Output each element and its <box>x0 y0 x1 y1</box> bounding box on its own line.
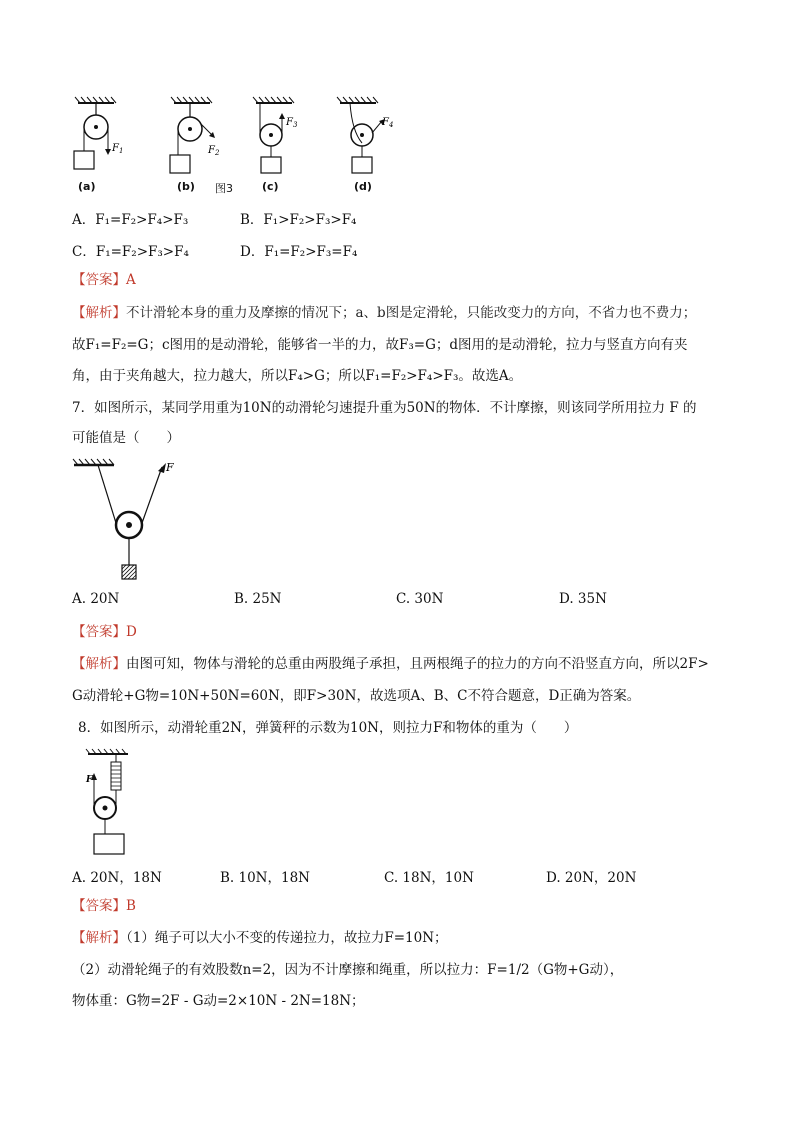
analysis-label: 【解析】 <box>72 656 126 672</box>
q7-option-a: A. 20N <box>72 591 120 607</box>
q6-analysis-line-2: 故F₁=F₂=G；c图用的是动滑轮，能够省一半的力，故F₃=G；d图用的是动滑轮，拉力与竖直方向有夹 <box>72 337 688 353</box>
figure-label-a: (a) <box>78 180 96 193</box>
q8-analysis-line-1 <box>72 928 448 948</box>
pulley-diagram-a <box>74 97 123 169</box>
svg-text:F3: $F_3$ <box>286 117 298 129</box>
q6-answer <box>72 270 136 290</box>
q7-option-d: D. 35N <box>559 591 607 607</box>
analysis-label: 【解析】 <box>72 930 126 946</box>
answer-label: 【答案】 <box>72 624 126 640</box>
analysis-text: （1）绳子可以大小不变的传递拉力，故拉力F=10N； <box>126 930 448 946</box>
q7-pulley-figure <box>70 455 190 585</box>
q6-analysis-line-3: 角，由于夹角越大，拉力越大，所以F₄>G；所以F₁=F₂>F₄>F₃。故选A。 <box>72 368 523 384</box>
answer-value: D <box>126 624 137 640</box>
q6-option-b: B．F₁>F₂>F₃>F₄ <box>240 212 357 228</box>
q7-question-line-2: 可能值是（ ） <box>72 430 180 446</box>
analysis-label: 【解析】 <box>72 305 126 321</box>
q8-analysis-line-2: （2）动滑轮绳子的有效股数n=2，因为不计摩擦和绳重，所以拉力：F=1/2（G物+G动）， <box>72 962 624 978</box>
figure-label-b: (b) <box>177 180 195 193</box>
figure-label-c: (c) <box>262 180 279 193</box>
q7-question-line-1: 7．如图所示，某同学用重为10N的动滑轮匀速提升重为50N的物体．不计摩擦，则该同学所用拉力 F 的 <box>72 400 697 416</box>
q6-option-d: D．F₁=F₂>F₃=F₄ <box>240 244 358 260</box>
q6-analysis-line-1 <box>72 303 696 323</box>
q8-option-c: C. 18N，10N <box>384 870 474 886</box>
q7-analysis-line-2: G动滑轮+G物=10N+50N=60N，即F>30N，故选项A、B、C不符合题意，D正确为答案。 <box>72 688 641 704</box>
q8-analysis-line-3: 物体重：G物=2F - G动=2×10N - 2N=18N； <box>72 993 365 1009</box>
q6-option-c: C．F₁=F₂>F₃>F₄ <box>72 244 189 260</box>
analysis-text: 由图可知，物体与滑轮的总重由两股绳子承担，且两根绳子的拉力的方向不沿竖直方向，所以2F> <box>126 656 709 672</box>
pulley-diagram-c <box>253 97 298 173</box>
q8-option-b: B. 10N，18N <box>220 870 310 886</box>
q7-answer <box>72 622 137 642</box>
svg-text:F2: $F_2$ <box>208 145 220 157</box>
pulley-diagram-b <box>170 97 220 173</box>
answer-value: A <box>126 272 136 288</box>
q8-force-label: F <box>86 775 93 785</box>
answer-label: 【答案】 <box>72 272 126 288</box>
q8-option-a: A. 20N，18N <box>72 870 162 886</box>
q8-question: 8．如图所示，动滑轮重2N，弹簧秤的示数为10N，则拉力F和物体的重为（ ） <box>78 720 578 736</box>
q7-option-c: C. 30N <box>396 591 444 607</box>
pulley-diagram-d <box>337 97 393 173</box>
q8-option-d: D. 20N，20N <box>546 870 637 886</box>
svg-text:F1: $F_1$ <box>112 143 124 155</box>
q8-answer <box>72 896 136 916</box>
answer-label: 【答案】 <box>72 898 126 914</box>
q8-pulley-figure <box>82 748 152 860</box>
q7-force-label: F <box>166 461 174 474</box>
q6-option-a: A．F₁=F₂>F₄>F₃ <box>72 212 189 228</box>
analysis-text: 不计滑轮本身的重力及摩擦的情况下；a、b图是定滑轮，只能改变力的方向，不省力也不费力； <box>126 305 697 321</box>
figure-label-d: (d) <box>354 180 372 193</box>
figure-title: 图3 <box>215 182 233 195</box>
svg-text:F4: $F_4$ <box>382 117 394 129</box>
q7-option-b: B. 25N <box>234 591 282 607</box>
q7-analysis-line-1 <box>72 654 709 674</box>
answer-value: B <box>126 898 136 914</box>
